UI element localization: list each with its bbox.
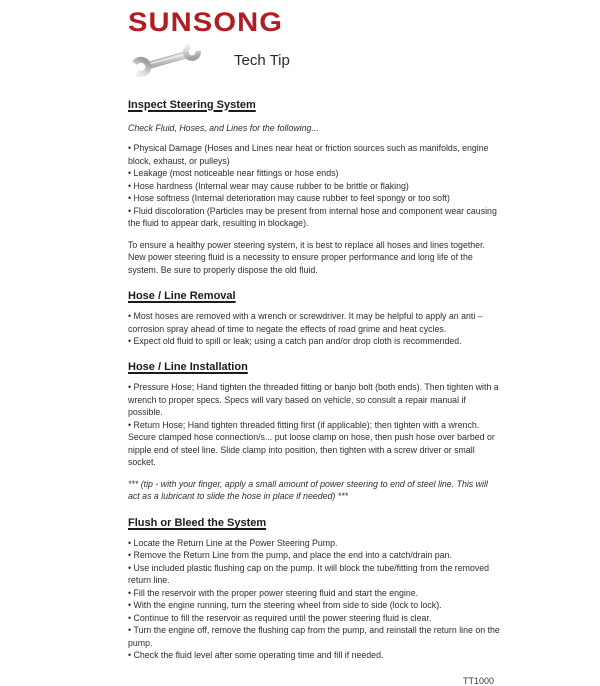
tip-note: *** (tip - with your finger, apply a small amount of power steering to end of steel line. This will act as a lubricant to slide the hose in place if needed) *** (128, 478, 488, 502)
bullet-item: • Physical Damage (Hoses and Lines near heat or friction sources such as manifolds, engine block, exhaust, or pulleys) (128, 142, 500, 167)
bullet-item: • Leakage (most noticeable near fittings or hose ends) (128, 167, 500, 179)
bullet-list (128, 142, 500, 229)
section-heading: Hose / Line Removal (128, 290, 236, 303)
section-heading: Inspect Steering System (128, 98, 256, 111)
document-header (128, 39, 500, 83)
section-intro: Check Fluid, Hoses, and Lines for the following... (128, 122, 319, 133)
section-heading: Hose / Line Installation (128, 361, 248, 374)
bullet-list (128, 381, 500, 468)
bullet-item: • Most hoses are removed with a wrench or screwdriver. It may be helpful to apply an anti – corrosion spray ahead of time to negate the effects of road grime and heat cycles. (128, 310, 500, 335)
section-hose-line-installation (128, 361, 500, 502)
bullet-item: • Locate the Return Line at the Power Steering Pump. (128, 537, 500, 549)
bullet-item: • Pressure Hose; Hand tighten the threaded fitting or banjo bolt (both ends). Then tighten with a wrench to proper specs. Specs will vary based on vehicle, so consult a repair manual if possible. (128, 381, 500, 418)
section-heading: Flush or Bleed the System (128, 516, 267, 529)
brand-logo: SUNSONG (128, 7, 284, 37)
section-hose-line-removal (128, 290, 500, 347)
bullet-item: • With the engine running, turn the steering wheel from side to side (lock to lock). (128, 599, 500, 611)
bullet-item: • Hose softness (Internal deterioration may cause rubber to feel spongy or too soft) (128, 192, 500, 204)
bullet-item: • Turn the engine off, remove the flushing cap from the pump, and reinstall the return line on the pump. (128, 624, 500, 649)
bullet-item: • Return Hose; Hand tighten threaded fitting first (if applicable); then tighten with a wrench. Secure clamped hose connection/s... put loose clamp on hose, then push hose over barbed or nipple end of steel line. Slide clamp into position, then tighten with a screw driver or small socket. (128, 419, 500, 469)
bullet-list (128, 310, 500, 347)
bullet-list (128, 537, 500, 662)
document-body (128, 8, 500, 686)
wrench-icon (128, 39, 206, 83)
bullet-item: • Expect old fluid to spill or leak; using a catch pan and/or drop cloth is recommended. (128, 335, 500, 347)
section-inspect-steering-system (128, 99, 500, 276)
bullet-item: • Remove the Return Line from the pump, and place the end into a catch/drain pan. (128, 549, 500, 561)
bullet-item: • Use included plastic flushing cap on the pump. It will block the tube/fitting from the removed return line. (128, 562, 500, 587)
doc-code: TT1000 (462, 675, 494, 686)
bullet-item: • Fill the reservoir with the proper power steering fluid and start the engine. (128, 587, 500, 599)
bullet-item: • Hose hardness (Internal wear may cause rubber to be brittle or flaking) (128, 180, 500, 192)
bullet-item: • Fluid discoloration (Particles may be present from internal hose and component wear causing the fluid to appear dark, resulting in blockage). (128, 205, 500, 230)
bullet-item: • Check the fluid level after some operating time and fill if needed. (128, 649, 500, 661)
section-paragraph: To ensure a healthy power steering system, it is best to replace all hoses and lines together. New power steering fluid is a necessity to ensure proper performance and long life of the system. Be sure to properly dispose the old fluid. (128, 239, 485, 275)
bullet-item: • Continue to fill the reservoir as required until the power steering fluid is clear. (128, 612, 500, 624)
section-flush-or-bleed (128, 517, 500, 662)
tagline-text: Tech Tip (234, 52, 290, 70)
